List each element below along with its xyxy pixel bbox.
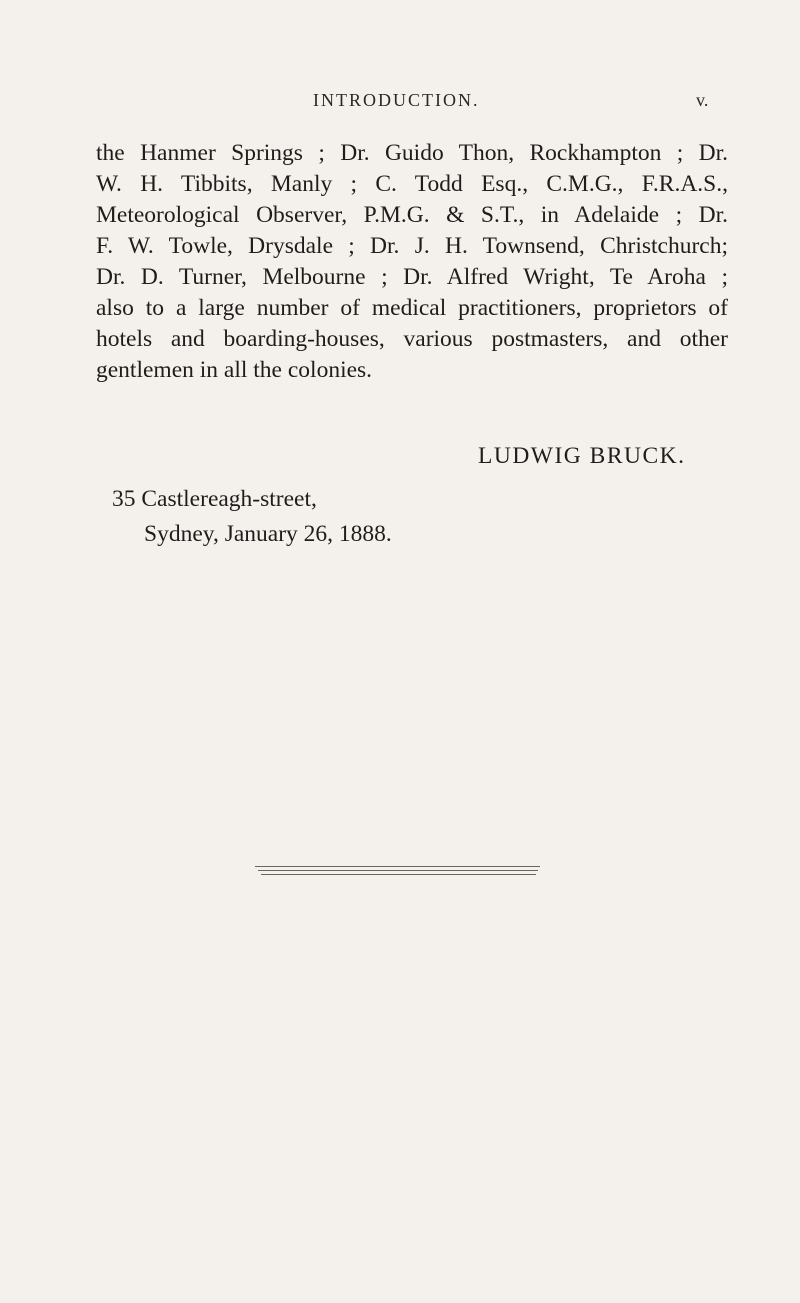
- text-line: Dr. D. Turner, Melbourne ; Dr. Alfred Wright, Te Aroha ;: [96, 264, 728, 290]
- text-line: the Hanmer Springs ; Dr. Guido Thon, Rockhampton ; Dr.: [96, 140, 728, 166]
- body-paragraph: [96, 138, 728, 386]
- ornamental-rule: [258, 870, 538, 871]
- text-line: F. W. Towle, Drysdale ; Dr. J. H. Townsend, Christchurch;: [96, 233, 728, 259]
- ornamental-rule: [261, 874, 536, 875]
- text-line: gentlemen in all the colonies.: [96, 357, 373, 383]
- running-head: INTRODUCTION.: [313, 90, 480, 110]
- text-line: also to a large number of medical practitioners, proprietors of: [96, 295, 728, 321]
- text-line: hotels and boarding-houses, various postmasters, and other: [96, 326, 728, 352]
- ornamental-rule: [255, 866, 540, 867]
- text-line: Meteorological Observer, P.M.G. & S.T., in Adelaide ; Dr.: [96, 202, 728, 228]
- address-street: 35 Castlereagh-street,: [112, 486, 317, 512]
- page-number: v.: [696, 90, 709, 110]
- author-signature: LUDWIG BRUCK.: [478, 443, 686, 469]
- text-line: W. H. Tibbits, Manly ; C. Todd Esq., C.M.G., F.R.A.S.,: [96, 171, 728, 197]
- address-date: Sydney, January 26, 1888.: [144, 521, 392, 547]
